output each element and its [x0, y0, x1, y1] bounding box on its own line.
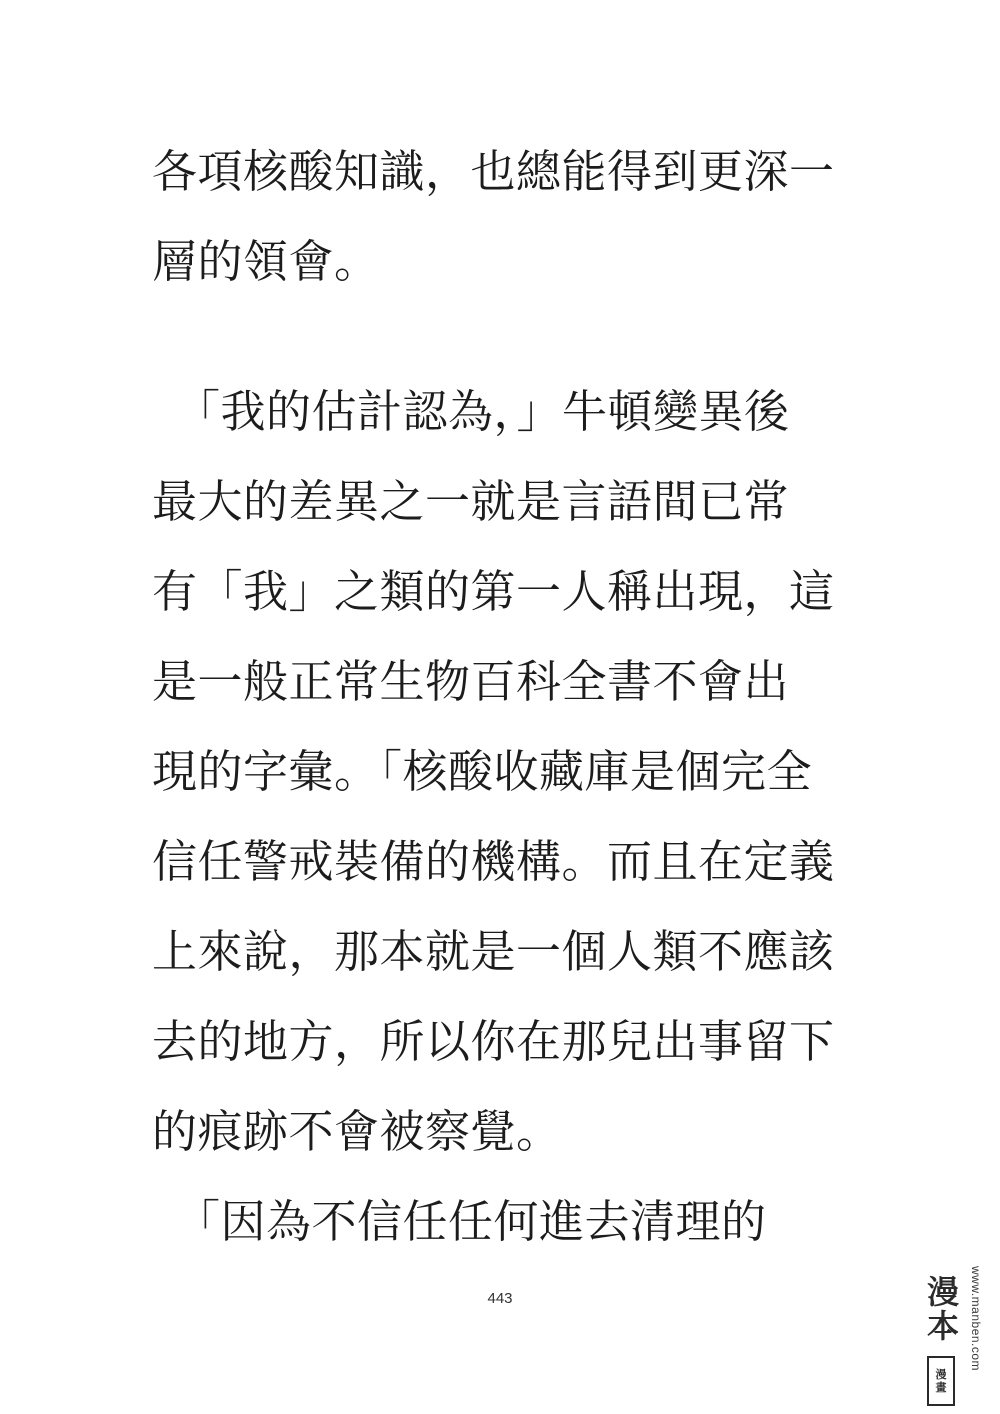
text-line: 各項核酸知識，也總能得到更深一	[152, 145, 835, 198]
text-line: 是一般正常生物百科全書不會出	[152, 655, 790, 708]
text-line: 「因為不信任任何進去清理的	[152, 1195, 767, 1248]
text-line: 的痕跡不會被察覺。	[152, 1105, 562, 1158]
text-line: 去的地方，所以你在那兒出事留下	[152, 1015, 835, 1068]
page-number: 443	[487, 1290, 513, 1307]
watermark-url: www.manben.com	[969, 1266, 983, 1372]
text-line: 層的領會。	[152, 235, 380, 288]
text-line: 最大的差異之一就是言語間已常	[152, 475, 790, 528]
text-line: 上來說，那本就是一個人類不應該	[152, 925, 835, 978]
watermark	[922, 1262, 995, 1408]
watermark-box-char: 畫	[935, 1381, 947, 1394]
text-line: 信任警戒裝備的機構。而且在定義	[152, 835, 835, 888]
text-line: 有「我」之類的第一人稱出現，這	[152, 565, 835, 618]
watermark-box	[927, 1356, 955, 1406]
text-line: 「我的估計認為，」牛頓變異後	[152, 385, 790, 438]
text-line: 現的字彙。「核酸收藏庫是個完全	[152, 745, 813, 798]
watermark-logo: 漫本	[922, 1275, 960, 1343]
watermark-box-char: 漫	[935, 1368, 947, 1381]
